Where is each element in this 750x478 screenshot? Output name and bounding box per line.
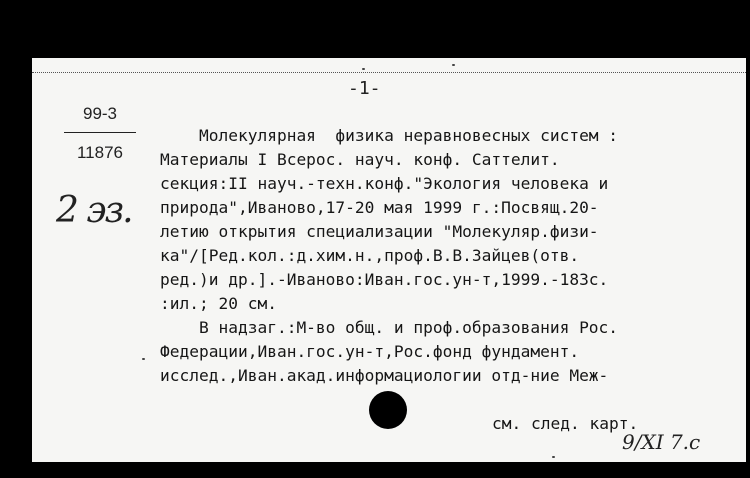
description-line: летию открытия специализации "Молекуляр.физи-	[160, 222, 599, 241]
speck	[142, 358, 145, 360]
catalog-card	[32, 58, 746, 462]
speck	[452, 64, 455, 66]
description-line: природа",Иваново,17-20 мая 1999 г.:Посвящ.20-	[160, 198, 599, 217]
shelf-mark: 99-3	[82, 104, 118, 123]
shelf-divider	[64, 132, 136, 133]
shelf-block	[64, 104, 136, 163]
description-line: исслед.,Иван.акад.информациологии отд-ние Меж-	[160, 366, 609, 385]
inventory-number: 11876	[76, 143, 123, 162]
description-line: ред.)и др.].-Иваново:Иван.гос.ун-т,1999.-183с.	[160, 270, 609, 289]
description-line: секция:II науч.-техн.конф."Экология человека и	[160, 174, 609, 193]
description-line: Федерации,Иван.гос.ун-т,Рос.фонд фундамент.	[160, 342, 580, 361]
description-line: ка"/[Ред.кол.:д.хим.н.,проф.В.В.Зайцев(отв.	[160, 246, 580, 265]
bibliographic-description	[160, 124, 730, 388]
description-line: :ил.; 20 см.	[160, 294, 277, 313]
handwritten-note: 2 эз.	[56, 190, 132, 231]
continuation-note: см. след. карт.	[492, 414, 639, 433]
page-number: -1-	[348, 78, 381, 99]
catalog-mark: 9/XI 7.с	[622, 430, 701, 454]
description-line: В надзаг.:М-во общ. и проф.образования Рос.	[160, 318, 619, 337]
ink-blot	[369, 391, 407, 429]
speck	[362, 68, 365, 70]
speck	[552, 456, 555, 458]
description-line: Материалы I Всерос. науч. конф. Саттелит.	[160, 150, 560, 169]
description-line: Молекулярная физика неравновесных систем :	[160, 126, 619, 145]
top-rule	[32, 72, 746, 74]
